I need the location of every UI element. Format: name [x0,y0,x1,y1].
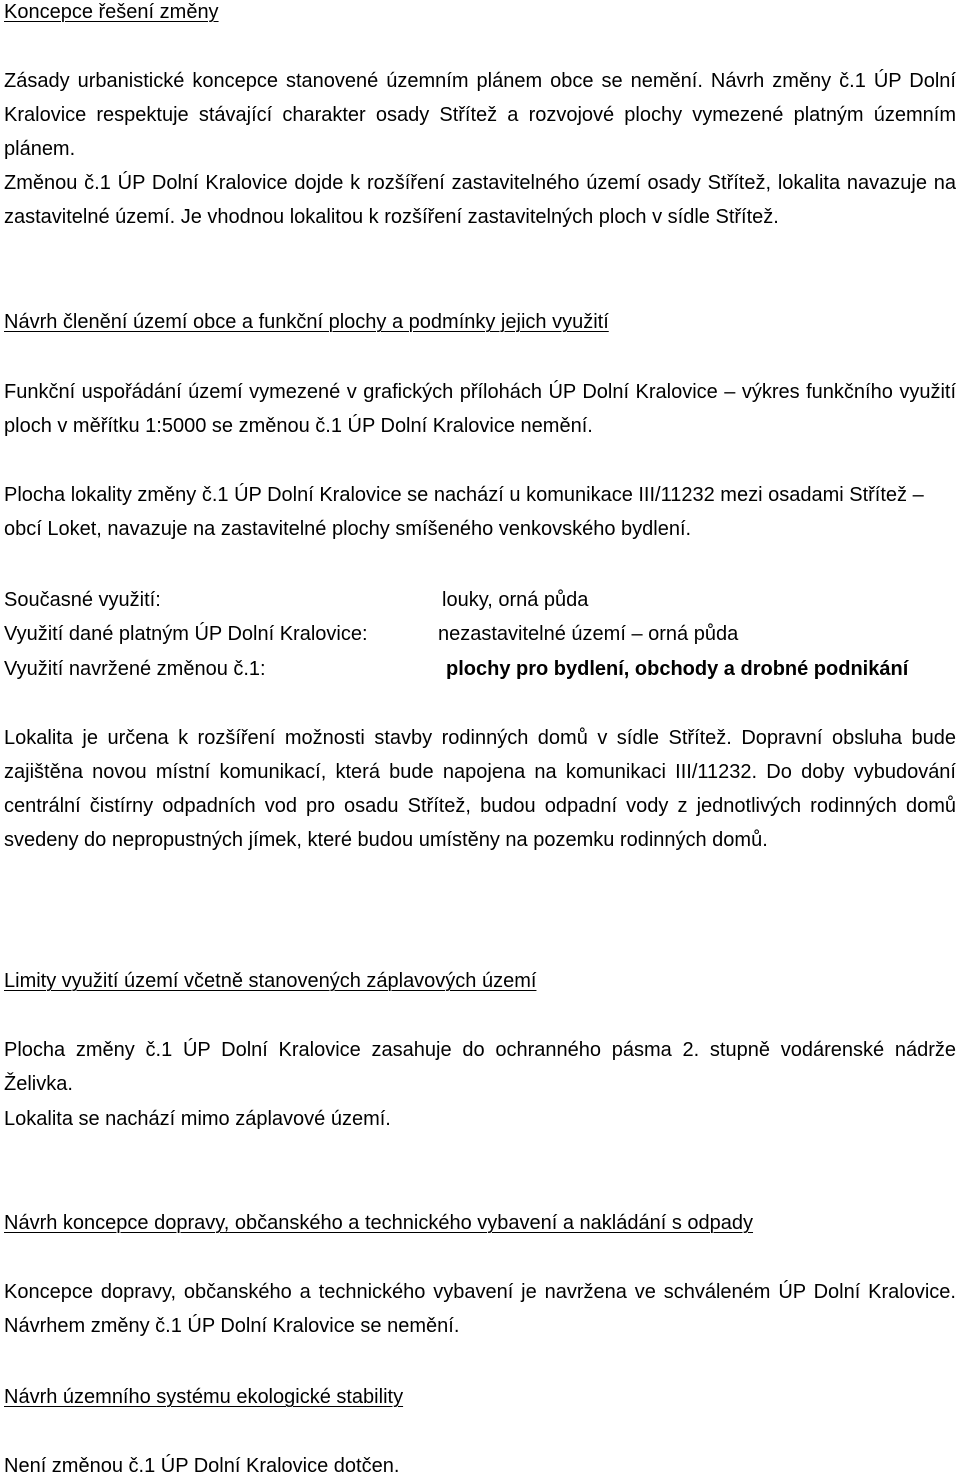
paragraph-plocha-lokality: Plocha lokality změny č.1 ÚP Dolní Kralovice se nachází u komunikace III/11232 mezi osadami Střítež – obcí Loket, navazuje na zastavitelné plochy smíšeného venkovského bydlení. [4,484,924,540]
paragraph-funkcni-usporadani: Funkční uspořádání území vymezené v grafických přílohách ÚP Dolní Kralovice – výkres funkčního využití ploch v měřítku 1:5000 se změnou č.1 ÚP Dolní Kralovice nemění. [4,381,956,437]
usage-value: nezastavitelné území – orná půda [438,623,739,645]
usage-row-proposed [4,652,956,686]
paragraph-zaplavove-uzemi: Lokalita se nachází mimo záplavové území. [4,1108,391,1130]
usage-label: Využití navržené změnou č.1: [4,658,266,680]
usage-row-valid-plan [4,617,956,651]
section-heading-uses: Návrh územního systému ekologické stability [4,1386,404,1408]
paragraph-neni-dotcen: Není změnou č.1 ÚP Dolní Kralovice dotčen. [4,1455,400,1477]
usage-value: plochy pro bydlení, obchody a drobné podnikání [446,658,909,680]
paragraph-plocha-zmeny: Plocha změny č.1 ÚP Dolní Kralovice zasahuje do ochranného pásma 2. stupně vodárenské nádrže Želivka. [4,1039,956,1095]
paragraph-zasady: Zásady urbanistické koncepce stanovené územním plánem obce se nemění. Návrh změny č.1 ÚP Dolní Kralovice respektuje stávající charakter osady Střítež a rozvojové plochy vymezené platným územním plánem. [4,70,956,160]
usage-row-current [4,583,956,617]
paragraph-zmenou: Změnou č.1 ÚP Dolní Kralovice dojde k rozšíření zastavitelného území osady Střítež, lokalita navazuje na zastavitelné území. Je vhodnou lokalitou k rozšíření zastavitelných ploch v sídle Střítež. [4,172,956,228]
paragraph-koncepce-dopravy: Koncepce dopravy, občanského a technického vybavení je navržena ve schváleném ÚP Dolní Kralovice. Návrhem změny č.1 ÚP Dolní Kralovice se nemění. [4,1281,956,1337]
usage-label: Využití dané platným ÚP Dolní Kralovice: [4,623,368,645]
section-heading-koncepce: Koncepce řešení změny [4,1,219,23]
paragraph-lokalita-urcena: Lokalita je určena k rozšíření možnosti stavby rodinných domů v sídle Střítež. Dopravní obsluha bude zajištěna novou místní komunikací, která bude napojena na komunikaci III/11232. Do doby vybudování centrální čistírny odpadních vod pro osadu Střítež, budou odpadní vody z jednotlivých rodinných domů svedeny do nepropustných jímek, které budou umístěny na pozemku rodinných domů. [4,727,956,851]
section-heading-limity: Limity využití území včetně stanovených záplavových území [4,970,537,992]
usage-value: louky, orná půda [442,589,589,611]
usage-label: Současné využití: [4,589,161,611]
section-heading-cleneni: Návrh členění území obce a funkční plochy a podmínky jejich využití [4,311,609,333]
section-heading-doprava: Návrh koncepce dopravy, občanského a technického vybavení a nakládání s odpady [4,1212,754,1234]
